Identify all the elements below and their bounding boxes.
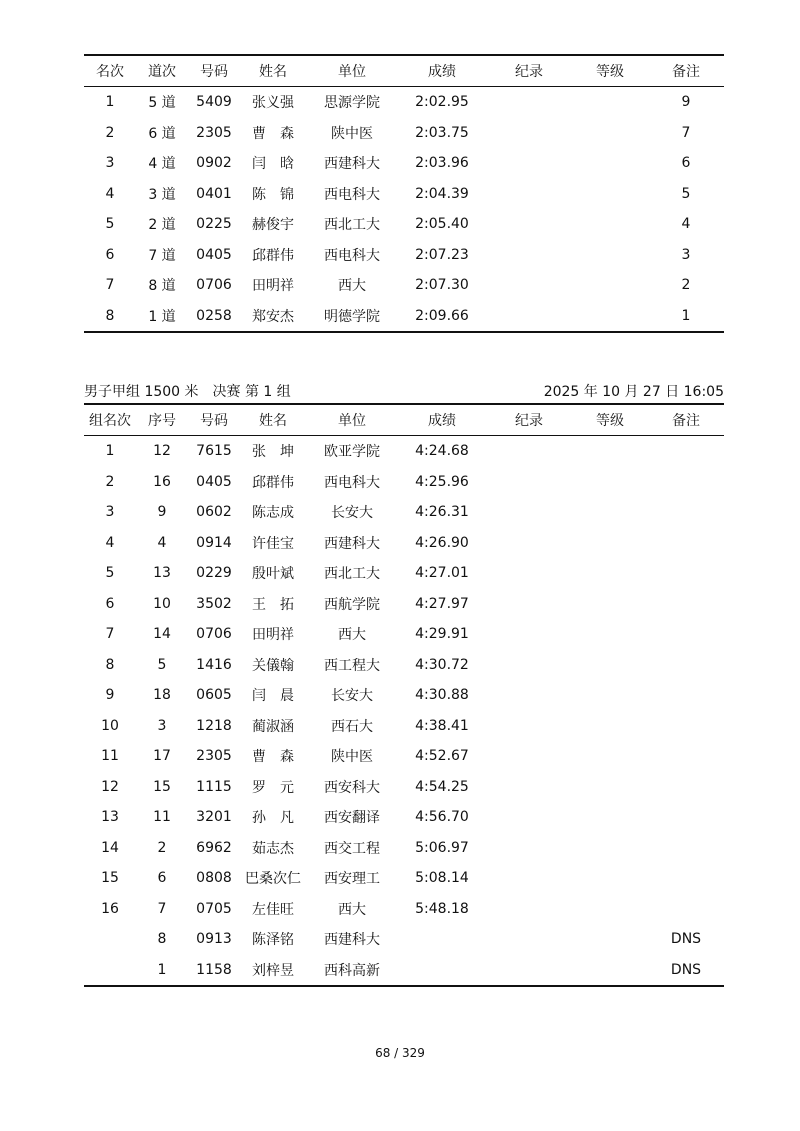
table-cell: 4:26.90 [415,534,469,551]
table-cell [486,148,572,179]
table-cell: 3 [157,717,167,734]
table-cell: 西建科大 [324,156,380,173]
table-cell: 5:48.18 [415,900,469,917]
table-row [84,240,724,271]
table-cell: 8 道 [148,278,176,295]
table-cell [572,148,648,179]
table-cell: 4:27.97 [415,595,469,612]
table-cell: 4:56.70 [415,809,469,826]
table-cell: 张 坤 [252,444,294,461]
table-cell: 7615 [196,443,232,460]
table-cell [648,650,724,681]
table-cell [572,741,648,772]
table-cell [572,680,648,711]
table-row [84,955,724,987]
table-cell: 2:04.39 [415,185,469,202]
table-cell: 2 [105,473,115,490]
table-row [84,87,724,118]
table-cell: 4:52.67 [415,748,469,765]
table-cell [486,558,572,589]
table-cell [572,558,648,589]
table-cell: 左佳旺 [252,901,294,918]
table-cell: 1416 [196,656,232,673]
column-header: 备注 [648,55,724,87]
table-cell [486,528,572,559]
table-row [84,711,724,742]
table-cell: 张义强 [252,95,294,112]
table-cell [84,924,136,955]
table-cell [486,87,572,118]
table-cell: 2 [157,839,167,856]
table-cell: 曹 森 [252,125,294,142]
table-row [84,619,724,650]
table-cell: 3 道 [148,186,176,203]
table-cell: 长安大 [331,505,373,522]
table-cell: 4 道 [148,156,176,173]
table-cell: 7 [105,626,115,643]
column-header: 名次 [84,55,136,87]
table-cell [572,118,648,149]
event-title: 男子甲组 1500 米 决赛 第 1 组 [84,384,291,400]
table-cell: 邱群伟 [252,247,294,264]
table-cell: 8 [157,931,167,948]
table-cell: 1 [136,955,188,987]
table-cell: 0602 [196,504,232,521]
table-cell: 1 道 [136,301,188,333]
table-cell: 17 [153,748,171,765]
table-cell: 田明祥 [252,278,294,295]
table-cell: 郑安杰 [240,301,306,333]
table-cell: 6 [157,870,167,887]
table-cell: 0605 [196,687,232,704]
table-cell: 3 [105,504,115,521]
table-cell [486,650,572,681]
table-cell: 4:30.72 [415,656,469,673]
table-cell: 4 [681,216,691,233]
table-cell [648,467,724,498]
table-cell: 2:02.95 [415,94,469,111]
table-cell: 邱群伟 [252,474,294,491]
table-cell: 西大 [338,901,366,918]
table-row [84,558,724,589]
table-cell: 15 [153,778,171,795]
table-cell: 闫 晗 [252,156,294,173]
table-row [84,179,724,210]
table-cell: 3 [681,246,691,263]
column-header: 等级 [572,55,648,87]
table-cell: 14 [101,839,119,856]
table-cell [572,772,648,803]
table-cell [648,619,724,650]
table-cell: 5409 [196,94,232,111]
table-cell: 10 [101,717,119,734]
table-cell: 11 [153,809,171,826]
column-header: 道次 [136,55,188,87]
table-cell: 1158 [188,955,240,987]
table-cell: 4:26.31 [415,504,469,521]
table-cell: 2 [105,124,115,141]
table-cell [572,301,648,333]
table-cell: 思源学院 [324,95,380,112]
table-row [84,894,724,925]
table-cell: 田明祥 [252,627,294,644]
table-cell [648,528,724,559]
table-cell [572,436,648,467]
table-cell: 西科高新 [306,955,398,987]
table-cell [486,436,572,467]
table-cell: 5:08.14 [415,870,469,887]
table-cell: 0401 [196,185,232,202]
table-cell: 5 [105,565,115,582]
table-cell [572,833,648,864]
column-header: 成绩 [398,404,486,436]
table-cell [648,497,724,528]
table-cell: 5 [681,185,691,202]
table-cell: 2:03.96 [415,155,469,172]
table-cell [486,240,572,271]
table-cell [572,467,648,498]
column-header: 纪录 [486,55,572,87]
table-cell: 许佳宝 [252,535,294,552]
table-cell: 5 [157,656,167,673]
table-cell: 巴桑次仁 [245,871,301,888]
table-cell: 0914 [196,534,232,551]
event-caption [84,381,724,401]
table-cell: 3502 [196,595,232,612]
table-cell: 4 [105,534,115,551]
table-cell [398,924,486,955]
table-cell [572,955,648,987]
table-cell: 0225 [196,216,232,233]
table-cell: 1218 [196,717,232,734]
table-cell: 陈泽铭 [252,932,294,949]
table-cell: 6 [105,595,115,612]
table-cell: 7 道 [148,247,176,264]
table-cell [486,209,572,240]
table-cell: 13 [153,565,171,582]
table-cell: 西大 [338,627,366,644]
column-header: 号码 [188,55,240,87]
table-cell [572,528,648,559]
table-row [84,467,724,498]
table-cell: 9 [681,94,691,111]
table-cell: 4 [157,534,167,551]
table-cell: 刘梓昱 [240,955,306,987]
column-header: 单位 [306,404,398,436]
table-cell [486,894,572,925]
results-table-800m [84,54,724,333]
table-cell: 4:24.68 [415,443,469,460]
table-cell: 8 [84,301,136,333]
column-header: 序号 [136,404,188,436]
table-cell: 5:06.97 [415,839,469,856]
column-header: 等级 [572,404,648,436]
table-cell [486,863,572,894]
table-cell: 关儀翰 [252,657,294,674]
table-row [84,270,724,301]
table-cell [648,863,724,894]
table-cell [486,589,572,620]
table-row [84,741,724,772]
table-cell: 2:07.23 [415,246,469,263]
table-cell: 0405 [196,246,232,263]
table-cell: 9 [157,504,167,521]
table-cell: 0706 [196,626,232,643]
table-cell: 8 [105,656,115,673]
table-cell [572,240,648,271]
table-cell [572,863,648,894]
column-header: 成绩 [398,55,486,87]
table-cell [398,955,486,987]
table-cell: 1115 [196,778,232,795]
table-cell: 0229 [196,565,232,582]
table-cell: 3 [105,155,115,172]
table-row [84,924,724,955]
table-cell: 西建科大 [324,535,380,552]
table-cell [648,894,724,925]
table-cell [572,209,648,240]
table-cell [572,619,648,650]
table-cell: 16 [153,473,171,490]
table-cell: 2:05.40 [415,216,469,233]
table-cell [486,924,572,955]
table-cell: 0902 [196,155,232,172]
table-cell: 西安科大 [324,779,380,796]
table-cell [486,955,572,987]
table-row [84,436,724,467]
column-header: 姓名 [240,404,306,436]
table-cell: 7 [157,900,167,917]
table-cell: 欧亚学院 [324,444,380,461]
table-cell [572,589,648,620]
table-cell: 2:07.30 [415,277,469,294]
table-cell [486,619,572,650]
table-cell [486,802,572,833]
table-cell: 5 道 [148,95,176,112]
table-row [84,148,724,179]
table-cell [486,711,572,742]
table-cell [648,558,724,589]
table-cell: 西电科大 [324,474,380,491]
column-header: 姓名 [240,55,306,87]
results-table-1500m [84,403,724,987]
table-cell: 3201 [196,809,232,826]
table-cell: 殷叶斌 [252,566,294,583]
table-cell: 西大 [338,278,366,295]
table-cell: 2:03.75 [415,124,469,141]
table-cell: 11 [101,748,119,765]
table-cell: 茹志杰 [252,840,294,857]
table-cell [572,924,648,955]
table-cell [648,589,724,620]
table-header-row [84,55,724,87]
table-cell: 10 [153,595,171,612]
table-row [84,301,724,333]
table-cell [648,436,724,467]
table-cell: 1 [105,443,115,460]
table-cell: 6 道 [148,125,176,142]
table-cell [486,833,572,864]
table-cell [486,497,572,528]
table-cell: 西电科大 [324,247,380,264]
table-cell [572,711,648,742]
table-cell [648,741,724,772]
table-row [84,772,724,803]
table-cell: 4:54.25 [415,778,469,795]
table-cell: 13 [101,809,119,826]
table-cell: 6962 [196,839,232,856]
table-cell: 1 [648,301,724,333]
table-cell [648,680,724,711]
table-cell: 4:27.01 [415,565,469,582]
table-cell: 2:09.66 [398,301,486,333]
table-cell: 蔺淑涵 [252,718,294,735]
table-cell: 赫俊宇 [252,217,294,234]
table-row [84,833,724,864]
table-cell: 西石大 [331,718,373,735]
table-cell: 孙 凡 [252,810,294,827]
table-cell: 罗 元 [252,779,294,796]
table-cell: 西安翻译 [324,810,380,827]
column-header: 单位 [306,55,398,87]
table-cell: 西建科大 [324,932,380,949]
table-cell [572,179,648,210]
table-cell: 0913 [196,931,232,948]
table-cell [486,270,572,301]
table-row [84,209,724,240]
table-cell: 0405 [196,473,232,490]
table-row [84,650,724,681]
table-cell: 4:25.96 [415,473,469,490]
table-cell [84,955,136,987]
table-cell: 0705 [196,900,232,917]
table-cell: 7 [105,277,115,294]
table-cell: 陕中医 [331,125,373,142]
table-cell [572,650,648,681]
table-cell: 0808 [196,870,232,887]
table-cell [572,497,648,528]
table-cell: 4:30.88 [415,687,469,704]
table-cell: 西北工大 [324,566,380,583]
table-cell: DNS [648,955,724,987]
table-cell: 西电科大 [324,186,380,203]
table-cell [572,87,648,118]
table-row [84,589,724,620]
table-cell: 16 [101,900,119,917]
table-cell: 2305 [196,124,232,141]
event-datetime: 2025 年 10 月 27 日 16:05 [543,384,724,400]
table-cell: 陈 锦 [252,186,294,203]
table-cell: 2305 [196,748,232,765]
table-cell: 曹 森 [252,749,294,766]
table-cell: 西北工大 [324,217,380,234]
table-cell [648,833,724,864]
table-cell: 7 [681,124,691,141]
column-header: 号码 [188,404,240,436]
table-cell: 6 [681,155,691,172]
table-cell [486,680,572,711]
table-cell [486,179,572,210]
table-cell: 4:29.91 [415,626,469,643]
table-cell: 5 [105,216,115,233]
table-row [84,497,724,528]
table-cell [572,894,648,925]
table-cell: 闫 晨 [252,688,294,705]
table-cell [486,741,572,772]
table-cell [648,802,724,833]
table-cell [572,802,648,833]
column-header: 纪录 [486,404,572,436]
table-cell: 王 拓 [252,596,294,613]
table-cell: 4 [105,185,115,202]
table-cell: 4:38.41 [415,717,469,734]
table-cell [486,301,572,333]
table-cell: 12 [101,778,119,795]
table-cell: 西工程大 [324,657,380,674]
table-cell: 18 [153,687,171,704]
table-cell [648,772,724,803]
table-cell: 西航学院 [324,596,380,613]
table-cell: 长安大 [331,688,373,705]
table-cell: 陕中医 [331,749,373,766]
table-cell: 0258 [188,301,240,333]
table-cell [486,467,572,498]
table-cell: 15 [101,870,119,887]
table-cell: 西安理工 [324,871,380,888]
table-cell: 2 [681,277,691,294]
table-row [84,118,724,149]
table-cell [648,711,724,742]
table-row [84,680,724,711]
table-cell: 2 道 [148,217,176,234]
page-number: 68 / 329 [375,1046,425,1060]
table-header-row [84,404,724,436]
table-cell: 西交工程 [324,840,380,857]
column-header: 组名次 [84,404,136,436]
table-cell: 9 [105,687,115,704]
column-header: 备注 [648,404,724,436]
table-cell: 6 [105,246,115,263]
table-row [84,528,724,559]
table-row [84,802,724,833]
table-cell [486,118,572,149]
table-cell: 12 [153,443,171,460]
table-cell [486,772,572,803]
table-row [84,863,724,894]
table-cell [572,270,648,301]
table-cell: 1 [105,94,115,111]
table-cell: 0706 [196,277,232,294]
table-cell: 明德学院 [306,301,398,333]
table-cell: 陈志成 [252,505,294,522]
table-cell: 14 [153,626,171,643]
table-cell: DNS [670,931,702,948]
